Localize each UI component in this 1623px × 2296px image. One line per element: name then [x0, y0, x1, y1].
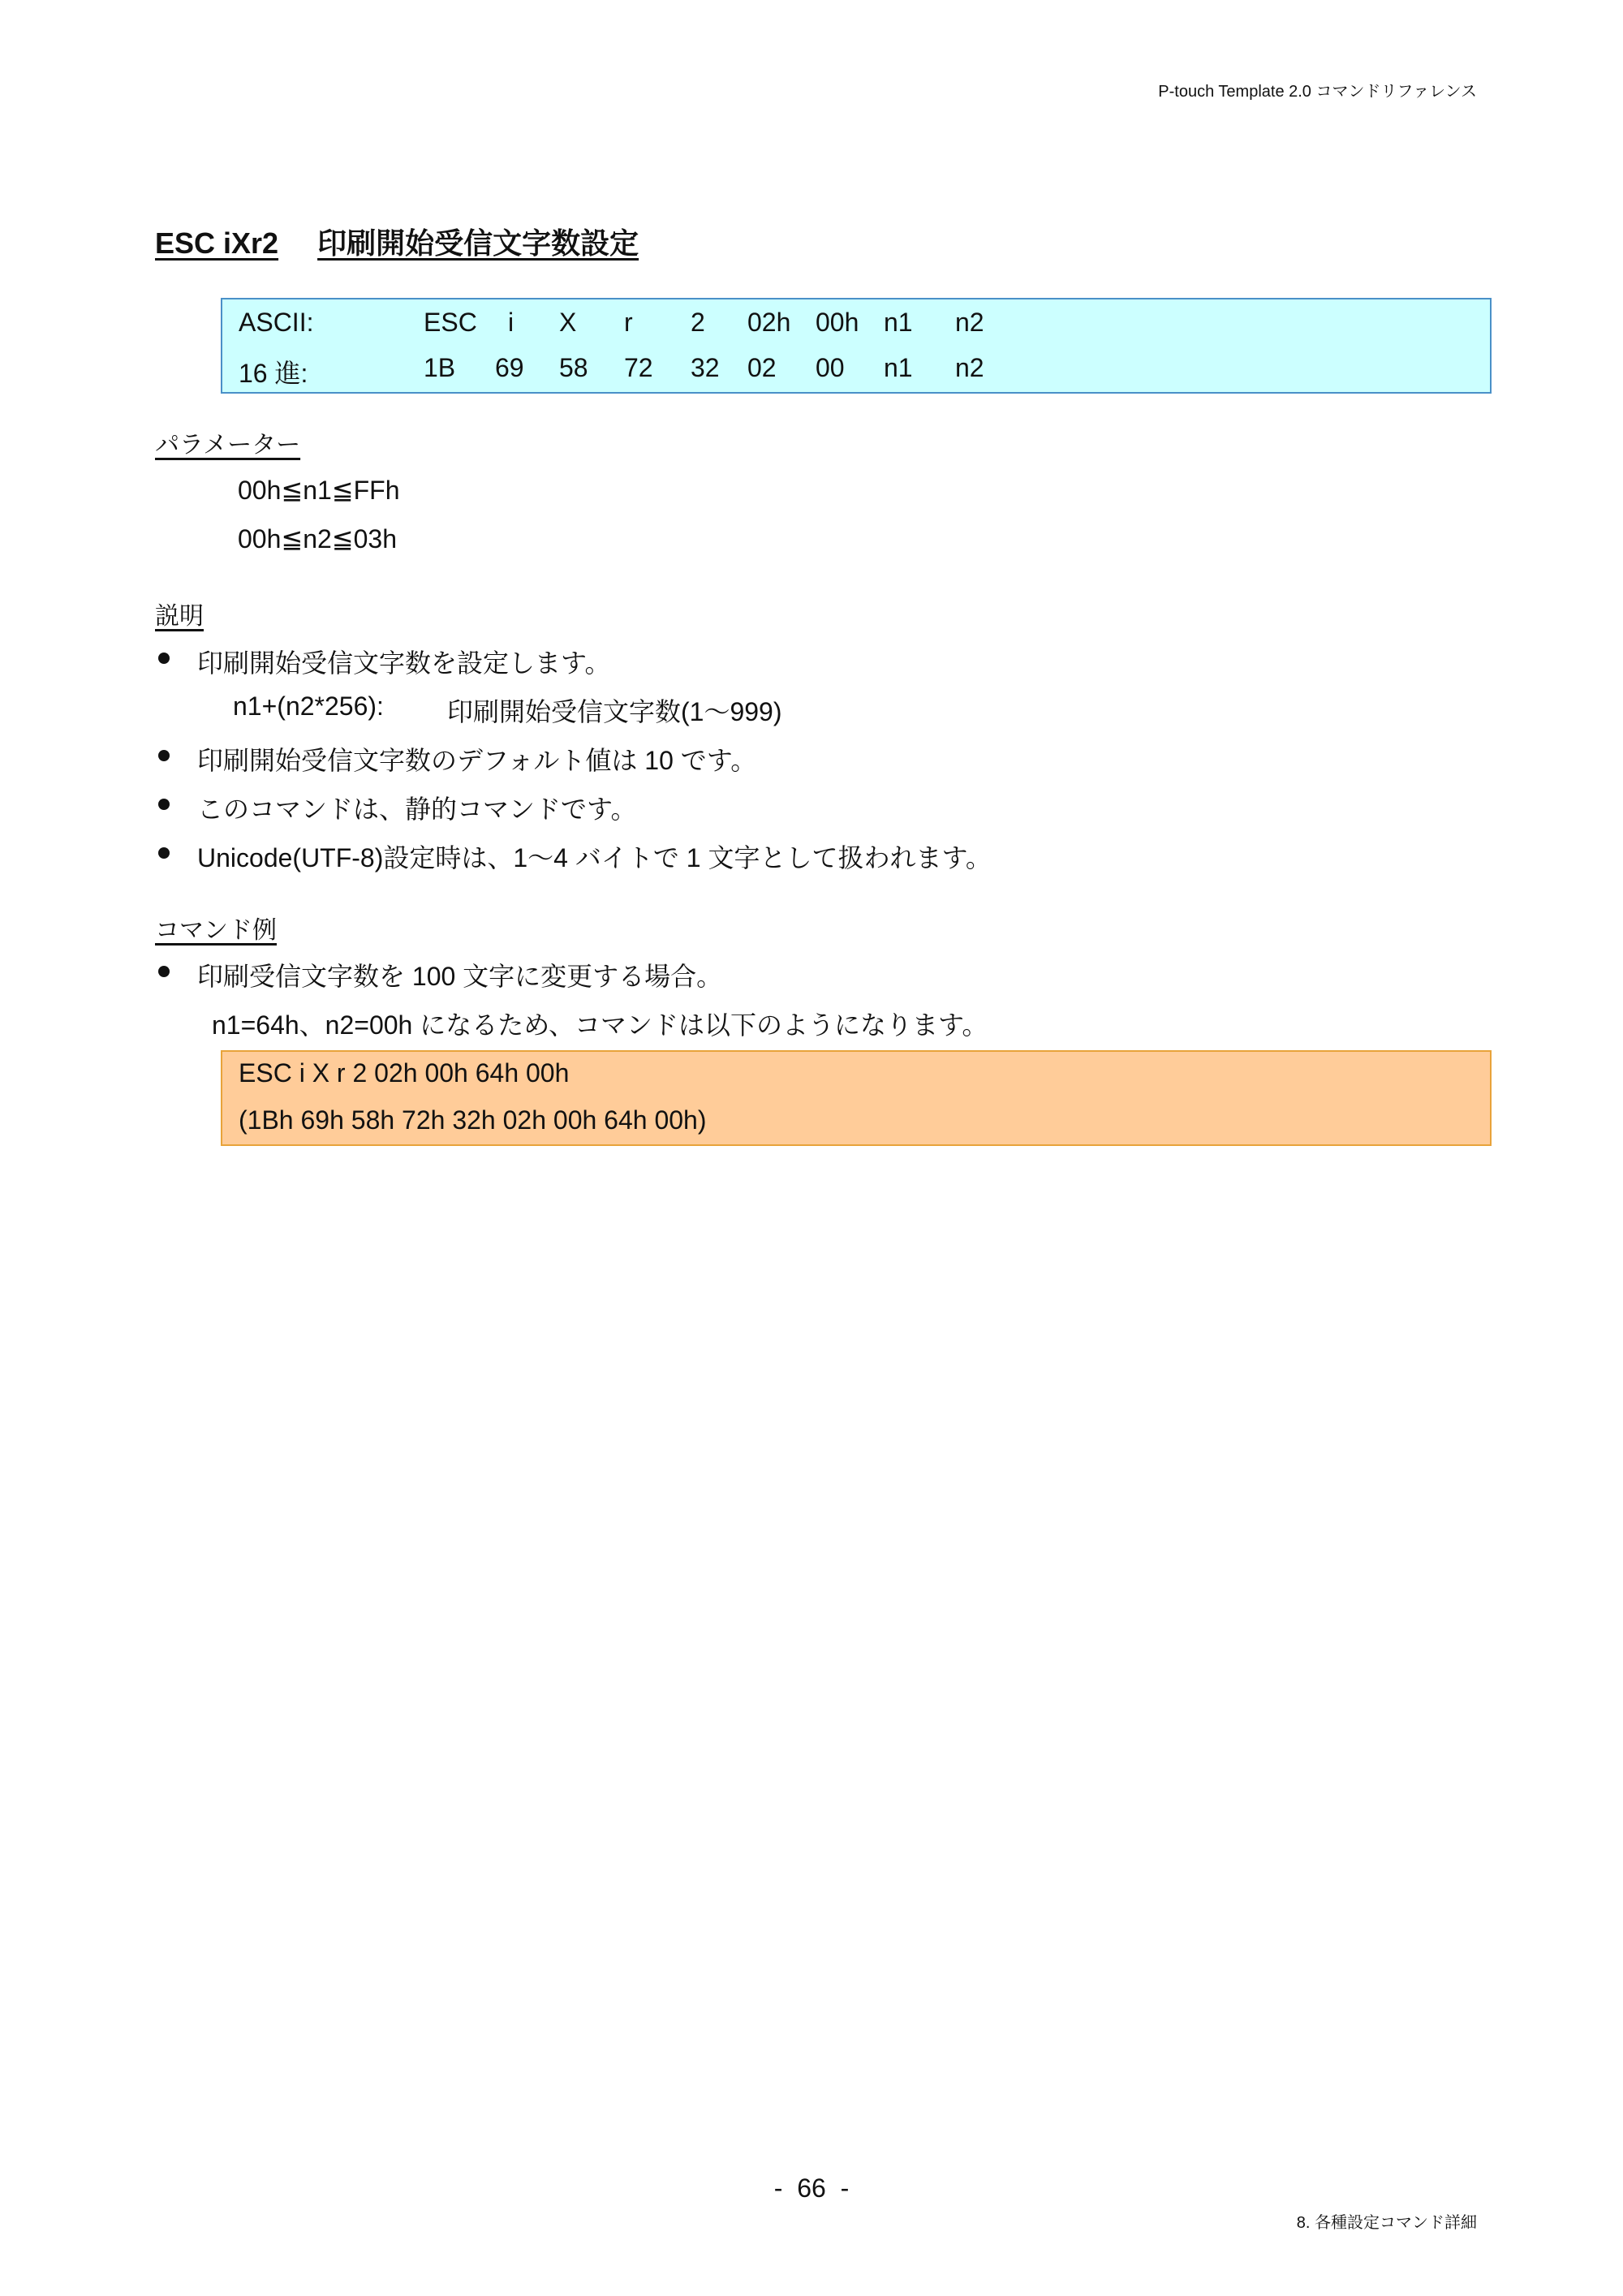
description-heading: 説明 — [155, 603, 204, 630]
hex-code: n1 — [884, 353, 913, 382]
ascii-code: 2 — [691, 308, 705, 337]
ascii-code: r — [624, 308, 633, 337]
ascii-code: 02h — [747, 308, 791, 337]
description-item: 印刷開始受信文字数を設定します。 — [197, 648, 611, 678]
bullet-icon — [158, 750, 170, 761]
formula-meaning: 印刷開始受信文字数(1～999) — [447, 697, 782, 726]
hex-code: 32 — [691, 353, 720, 382]
parameter-range: 00h≦n2≦03h — [238, 524, 397, 554]
command-name: ESC iXr2 — [155, 226, 279, 260]
formula-label: n1+(n2*256): — [233, 691, 384, 721]
bullet-icon — [158, 966, 170, 977]
example-heading: コマンド例 — [155, 917, 277, 944]
bullet-icon — [158, 653, 170, 664]
hex-code: 58 — [559, 353, 588, 382]
ascii-code: n1 — [884, 308, 913, 337]
description-item: このコマンドは、静的コマンドです。 — [197, 795, 637, 824]
chapter-footer: 8. 各種設定コマンド詳細 — [1296, 2214, 1477, 2232]
description-item: 印刷開始受信文字数のデフォルト値は 10 です。 — [197, 746, 757, 775]
parameter-range: 00h≦n1≦FFh — [238, 476, 400, 505]
command-description: 印刷開始受信文字数設定 — [317, 226, 639, 260]
hex-code: 69 — [495, 353, 524, 382]
ascii-code: n2 — [955, 308, 984, 337]
hex-code: 1B — [424, 353, 456, 382]
example-code-hex: (1Bh 69h 58h 72h 32h 02h 00h 64h 00h) — [239, 1105, 707, 1135]
ascii-label: ASCII: — [239, 308, 314, 337]
hex-label: 16 進: — [239, 359, 308, 388]
ascii-row — [222, 299, 1490, 347]
hex-code: 02 — [747, 353, 777, 382]
example-code-ascii: ESC i X r 2 02h 00h 64h 00h — [239, 1058, 570, 1088]
ascii-code: 00h — [816, 308, 859, 337]
ascii-code: X — [559, 308, 577, 337]
page-title — [155, 221, 639, 262]
hex-code: n2 — [955, 353, 984, 382]
document-header: P-touch Template 2.0 コマンドリファレンス — [1158, 83, 1477, 101]
ascii-code: i — [508, 308, 514, 337]
parameters-heading: パラメーター — [155, 432, 301, 459]
page-number: - 66 - — [773, 2173, 850, 2203]
bullet-icon — [158, 799, 170, 810]
hex-code: 00 — [816, 353, 845, 382]
example-code-box — [221, 1050, 1492, 1146]
hex-row — [222, 347, 1490, 394]
example-note: n1=64h、n2=00h になるため、コマンドは以下のようになります。 — [212, 1010, 988, 1040]
description-item: Unicode(UTF-8)設定時は、1～4 バイトで 1 文字として扱われます。 — [197, 843, 992, 872]
hex-code: 72 — [624, 353, 653, 382]
example-item: 印刷受信文字数を 100 文字に変更する場合。 — [197, 962, 723, 991]
ascii-code: ESC — [424, 308, 477, 337]
bullet-icon — [158, 847, 170, 859]
command-format-box — [221, 298, 1492, 394]
